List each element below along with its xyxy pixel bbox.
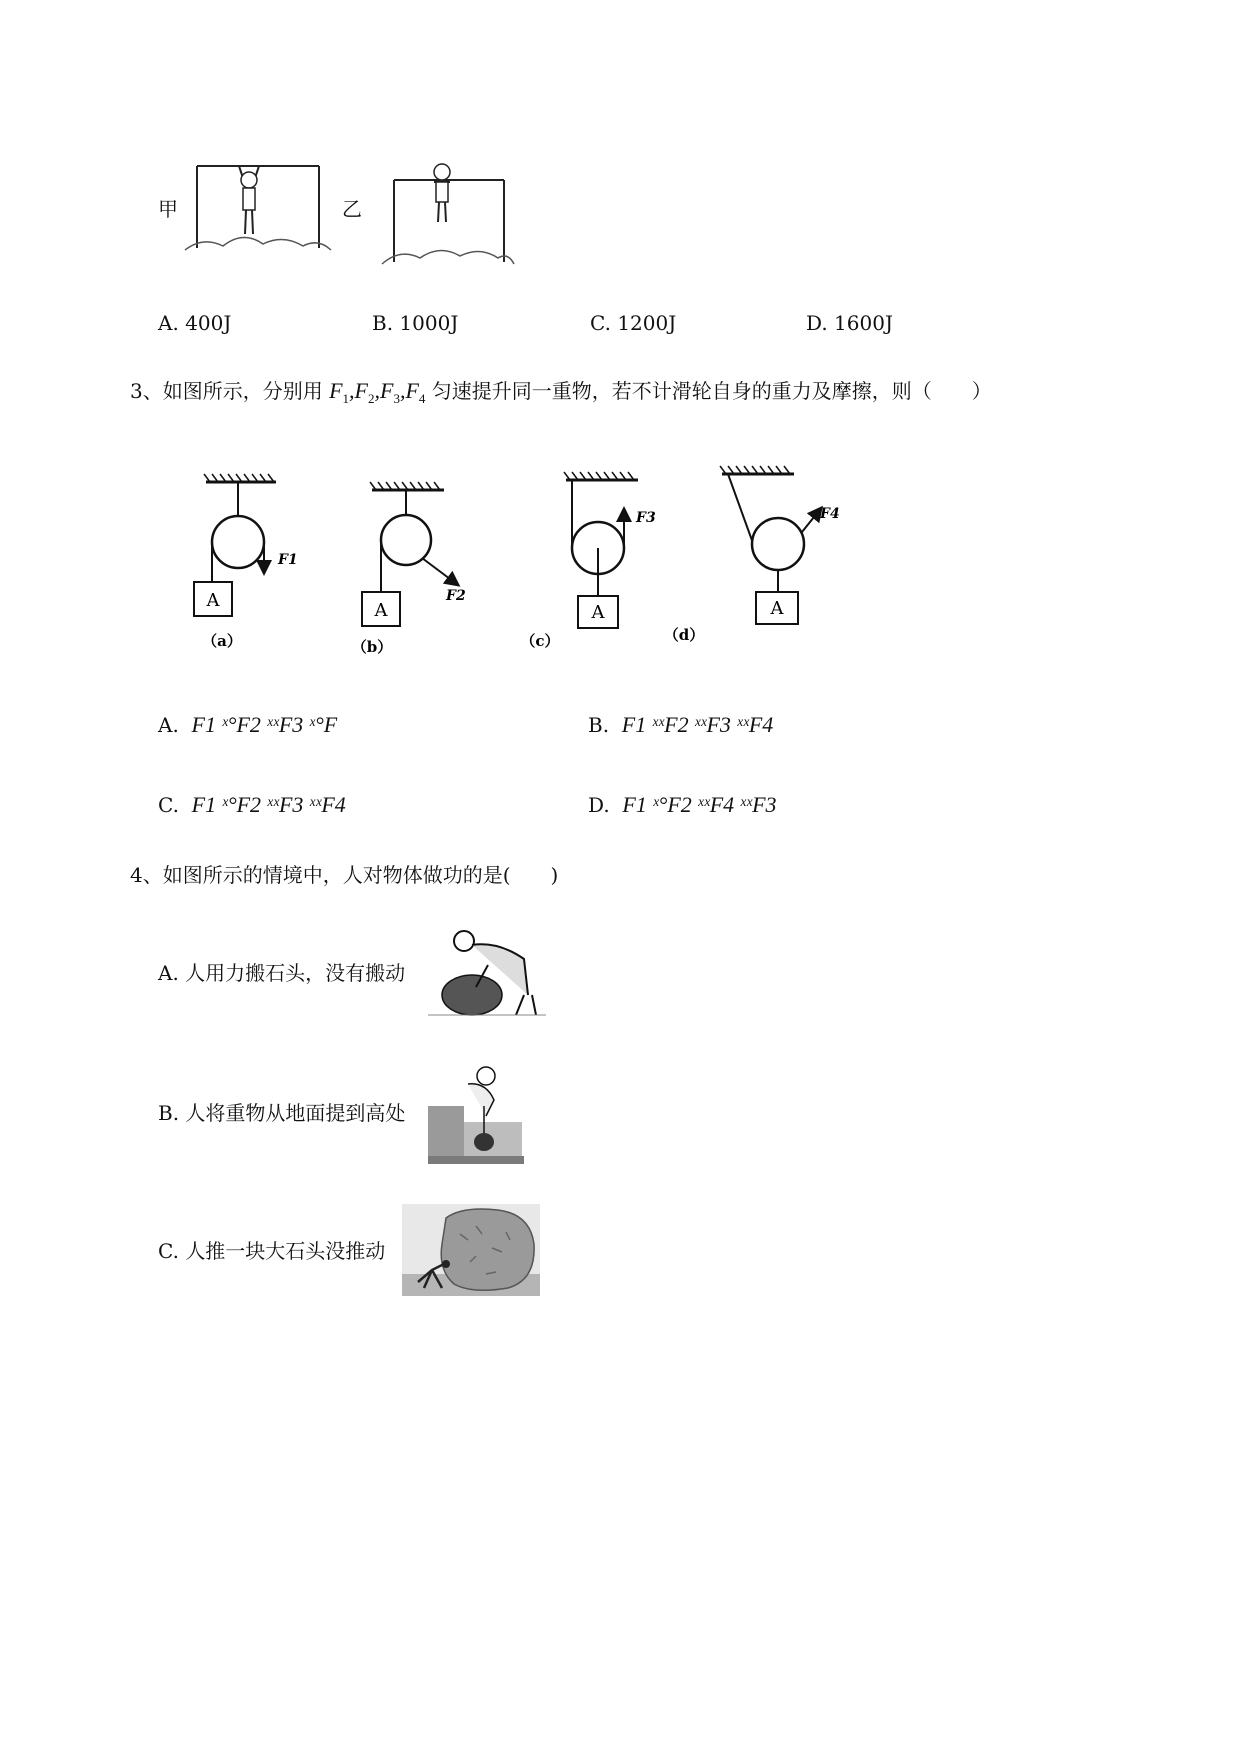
person-pushing-boulder-image: [402, 1204, 540, 1296]
pullup-figure-jia: [183, 158, 333, 258]
q3-stem: [130, 378, 992, 412]
q3-forces: $F_1,F_2,F_3,F_4$: [329, 378, 426, 406]
svg-text:（b）: （b）: [351, 638, 393, 656]
svg-text:F2: F2: [446, 588, 466, 604]
q2-option-c: C. 1200J: [590, 311, 677, 335]
q4-stem: [130, 862, 558, 888]
q2-option-d: D. 1600J: [806, 311, 893, 335]
svg-text:（d）: （d）: [663, 626, 705, 644]
pulley-figure: [150, 460, 840, 660]
q3-option-a-expr: F1 ˣ°F2 ˣˣF3 ˣ°F: [191, 712, 338, 737]
pulley-c: [520, 472, 656, 650]
pulley-d: [664, 466, 840, 644]
q4-number: 4、: [130, 863, 163, 887]
svg-text:A: A: [374, 600, 388, 621]
svg-text:F3: F3: [636, 510, 656, 526]
q3-stem-after: 匀速提升同一重物，若不计滑轮自身的重力及摩擦，则（ ）: [431, 379, 992, 403]
person-lifting-stone-image: [428, 925, 546, 1021]
q4-stem-text: 如图所示的情境中，人对物体做功的是( ): [162, 863, 559, 887]
q4-option-b: B. 人将重物从地面提到高处: [158, 1101, 406, 1125]
q2-option-a: A. 400J: [158, 311, 232, 335]
svg-text:A: A: [770, 598, 784, 619]
pullup-figure-yi: [380, 158, 516, 270]
q3-stem-before: 如图所示，分别用: [162, 379, 323, 403]
q3-option-c-expr: F1 ˣ°F2 ˣˣF3 ˣˣF4: [191, 792, 346, 817]
svg-text:（c）: （c）: [520, 632, 560, 650]
q3-option-b-expr: F1 ˣˣF2 ˣˣF3 ˣˣF4: [621, 712, 774, 737]
svg-text:A: A: [591, 602, 605, 623]
pulley-a: [194, 474, 298, 650]
svg-text:A: A: [206, 590, 220, 611]
person-lifting-weight-image: [428, 1060, 524, 1164]
q3-option-a: A. F1 ˣ°F2 ˣˣF3 ˣ°F: [158, 712, 338, 737]
label-jia: 甲: [158, 197, 178, 221]
q3-option-d: D. F1 ˣ°F2 ˣˣF4 ˣˣF3: [588, 792, 777, 817]
q4-option-c: C. 人推一块大石头没推动: [158, 1239, 386, 1263]
label-yi: 乙: [342, 197, 362, 221]
q2-option-b: B. 1000J: [372, 311, 459, 335]
q3-option-d-expr: F1 ˣ°F2 ˣˣF4 ˣˣF3: [622, 792, 777, 817]
svg-text:F1: F1: [278, 552, 298, 568]
svg-text:（a）: （a）: [202, 632, 242, 650]
q3-option-c: C. F1 ˣ°F2 ˣˣF3 ˣˣF4: [158, 792, 346, 817]
q3-option-b: B. F1 ˣˣF2 ˣˣF3 ˣˣF4: [588, 712, 774, 737]
pulley-b: [352, 482, 466, 656]
q3-number: 3、: [130, 379, 163, 403]
svg-text:F4: F4: [820, 506, 840, 522]
q4-option-a: A. 人用力搬石头，没有搬动: [158, 961, 406, 985]
